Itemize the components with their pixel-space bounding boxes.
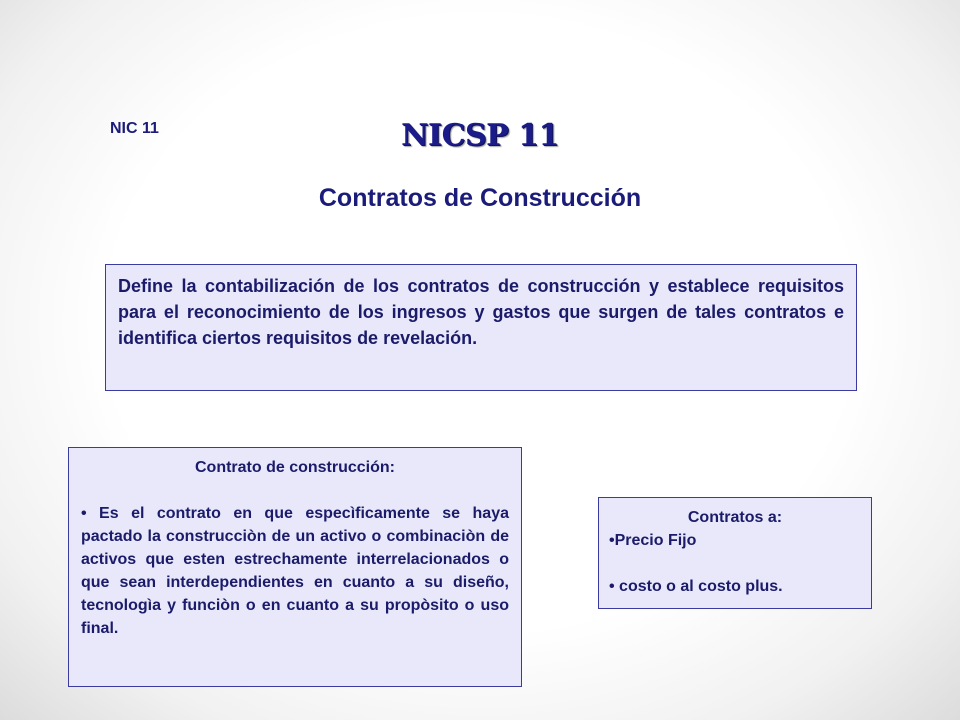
contract-type-item: • costo o al costo plus.: [609, 578, 783, 595]
list-spacer: [609, 552, 861, 575]
definition-box: [105, 264, 857, 391]
definition-text: Define la contabilización de los contratos de construcción y establece requisitos para el reconocimiento de los ingresos y gastos que surgen de tales contratos e identifica ciertos requisitos de revelación.: [118, 276, 844, 348]
contract-types-box: [598, 497, 872, 609]
contract-type-item: •Precio Fijo: [609, 532, 697, 549]
page-title: NICSP 11: [401, 118, 559, 153]
construction-contract-heading: Contrato de construcción:: [194, 459, 395, 476]
construction-contract-box: [68, 447, 522, 687]
contract-types-heading: Contratos a:: [687, 509, 783, 526]
faint-watermark: [440, 224, 520, 232]
page-subtitle: Contratos de Construcción: [318, 184, 642, 212]
nic-reference-label: NIC 11: [110, 120, 159, 137]
construction-contract-body: • Es el contrato en que especìficamente se haya pactado la construcciòn de un activo o combinaciòn de activos que esten estrechamente interrelacionados o que sean interdependientes en cuanto a su diseño, tecnologìa y funciòn o en cuanto a su propòsito o uso final.: [81, 505, 509, 637]
